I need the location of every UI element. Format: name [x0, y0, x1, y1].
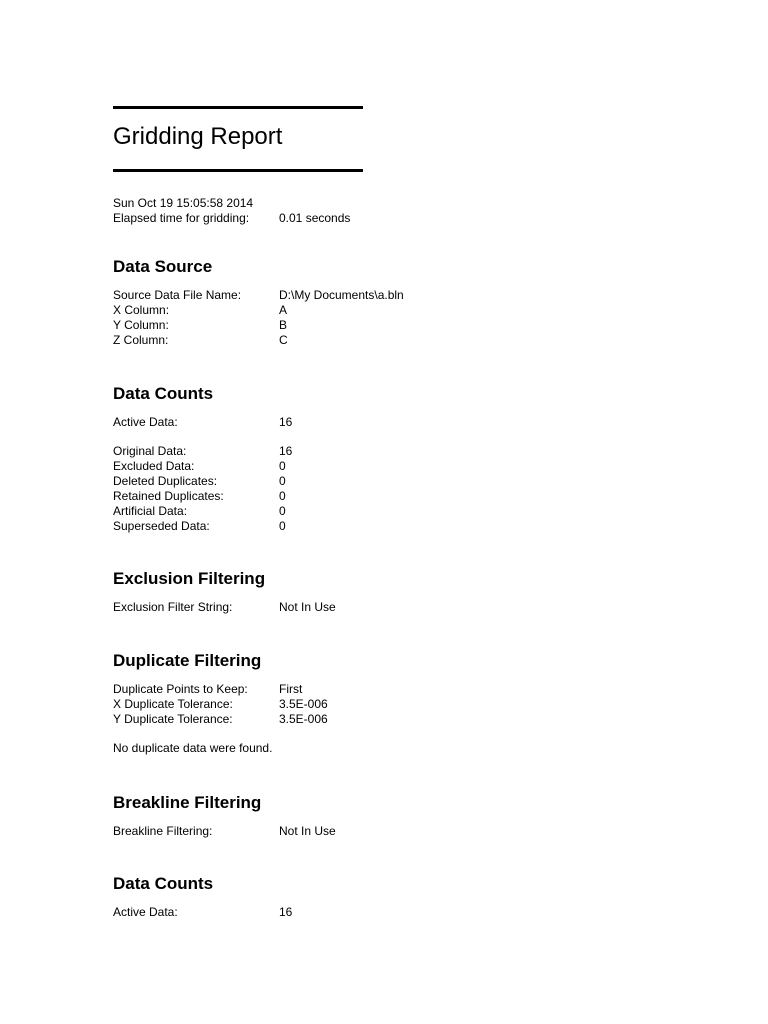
field-value: 0 — [279, 489, 286, 503]
field-value: Not In Use — [279, 824, 336, 838]
field-row — [113, 303, 713, 318]
section-breakline-filtering — [113, 792, 713, 839]
title-rule-bottom — [113, 169, 363, 172]
field-label: Z Column: — [113, 333, 169, 347]
field-label: Duplicate Points to Keep: — [113, 682, 248, 696]
field-label: X Column: — [113, 303, 170, 317]
field-label: Active Data: — [113, 905, 178, 919]
field-label: Exclusion Filter String: — [113, 600, 233, 614]
report-date-line — [113, 196, 713, 211]
field-label: Excluded Data: — [113, 459, 195, 473]
section-heading: Exclusion Filtering — [113, 569, 266, 588]
field-value: 3.5E-006 — [279, 697, 328, 711]
field-value: 0 — [279, 474, 286, 488]
field-label: Active Data: — [113, 415, 178, 429]
field-label: Superseded Data: — [113, 519, 210, 533]
field-value: 3.5E-006 — [279, 712, 328, 726]
field-value: 16 — [279, 905, 293, 919]
section-duplicate-filtering — [113, 650, 713, 756]
field-value: First — [279, 682, 303, 696]
field-value: 16 — [279, 444, 293, 458]
section-heading: Data Counts — [113, 874, 214, 893]
elapsed-time-line — [113, 211, 713, 226]
field-value: Not In Use — [279, 600, 336, 614]
section-heading: Breakline Filtering — [113, 793, 262, 812]
report-meta — [113, 196, 713, 226]
field-label: Breakline Filtering: — [113, 824, 213, 838]
section-heading: Data Source — [113, 257, 213, 276]
field-row — [113, 682, 713, 697]
section-data-counts-2 — [113, 873, 713, 920]
field-row — [113, 415, 713, 430]
duplicate-note: No duplicate data were found. — [113, 741, 273, 755]
section-data-counts — [113, 383, 713, 534]
field-label: Original Data: — [113, 444, 187, 458]
title-rule-top — [113, 106, 363, 109]
field-label: Deleted Duplicates: — [113, 474, 218, 488]
field-row — [113, 712, 713, 727]
field-value: 0 — [279, 459, 286, 473]
spacer — [113, 727, 713, 741]
field-value: 0 — [279, 519, 286, 533]
section-heading: Data Counts — [113, 384, 214, 403]
field-row — [113, 288, 713, 303]
elapsed-time-label: Elapsed time for gridding: — [113, 211, 250, 225]
section-data-source — [113, 256, 713, 348]
elapsed-time-value: 0.01 seconds — [279, 211, 351, 225]
field-row — [113, 504, 713, 519]
field-label: Y Duplicate Tolerance: — [113, 712, 233, 726]
field-row — [113, 459, 713, 474]
field-value: 0 — [279, 504, 286, 518]
field-label: Artificial Data: — [113, 504, 188, 518]
field-value: D:\My Documents\a.bln — [279, 288, 404, 302]
field-row — [113, 489, 713, 504]
field-value: 16 — [279, 415, 293, 429]
field-label: Y Column: — [113, 318, 169, 332]
field-value: A — [279, 303, 288, 317]
field-row — [113, 474, 713, 489]
field-row — [113, 600, 713, 615]
field-label: Source Data File Name: — [113, 288, 242, 302]
report-date: Sun Oct 19 15:05:58 2014 — [113, 196, 254, 210]
field-label: Retained Duplicates: — [113, 489, 224, 503]
field-label: X Duplicate Tolerance: — [113, 697, 233, 711]
field-row — [113, 824, 713, 839]
spacer — [113, 430, 713, 444]
field-row — [113, 519, 713, 534]
section-heading: Duplicate Filtering — [113, 651, 262, 670]
field-row — [113, 697, 713, 712]
field-row — [113, 333, 713, 348]
field-row — [113, 905, 713, 920]
field-row — [113, 444, 713, 459]
field-row — [113, 318, 713, 333]
field-value: B — [279, 318, 288, 332]
section-exclusion-filtering — [113, 568, 713, 615]
page-title: Gridding Report — [113, 123, 283, 150]
field-value: C — [279, 333, 288, 347]
